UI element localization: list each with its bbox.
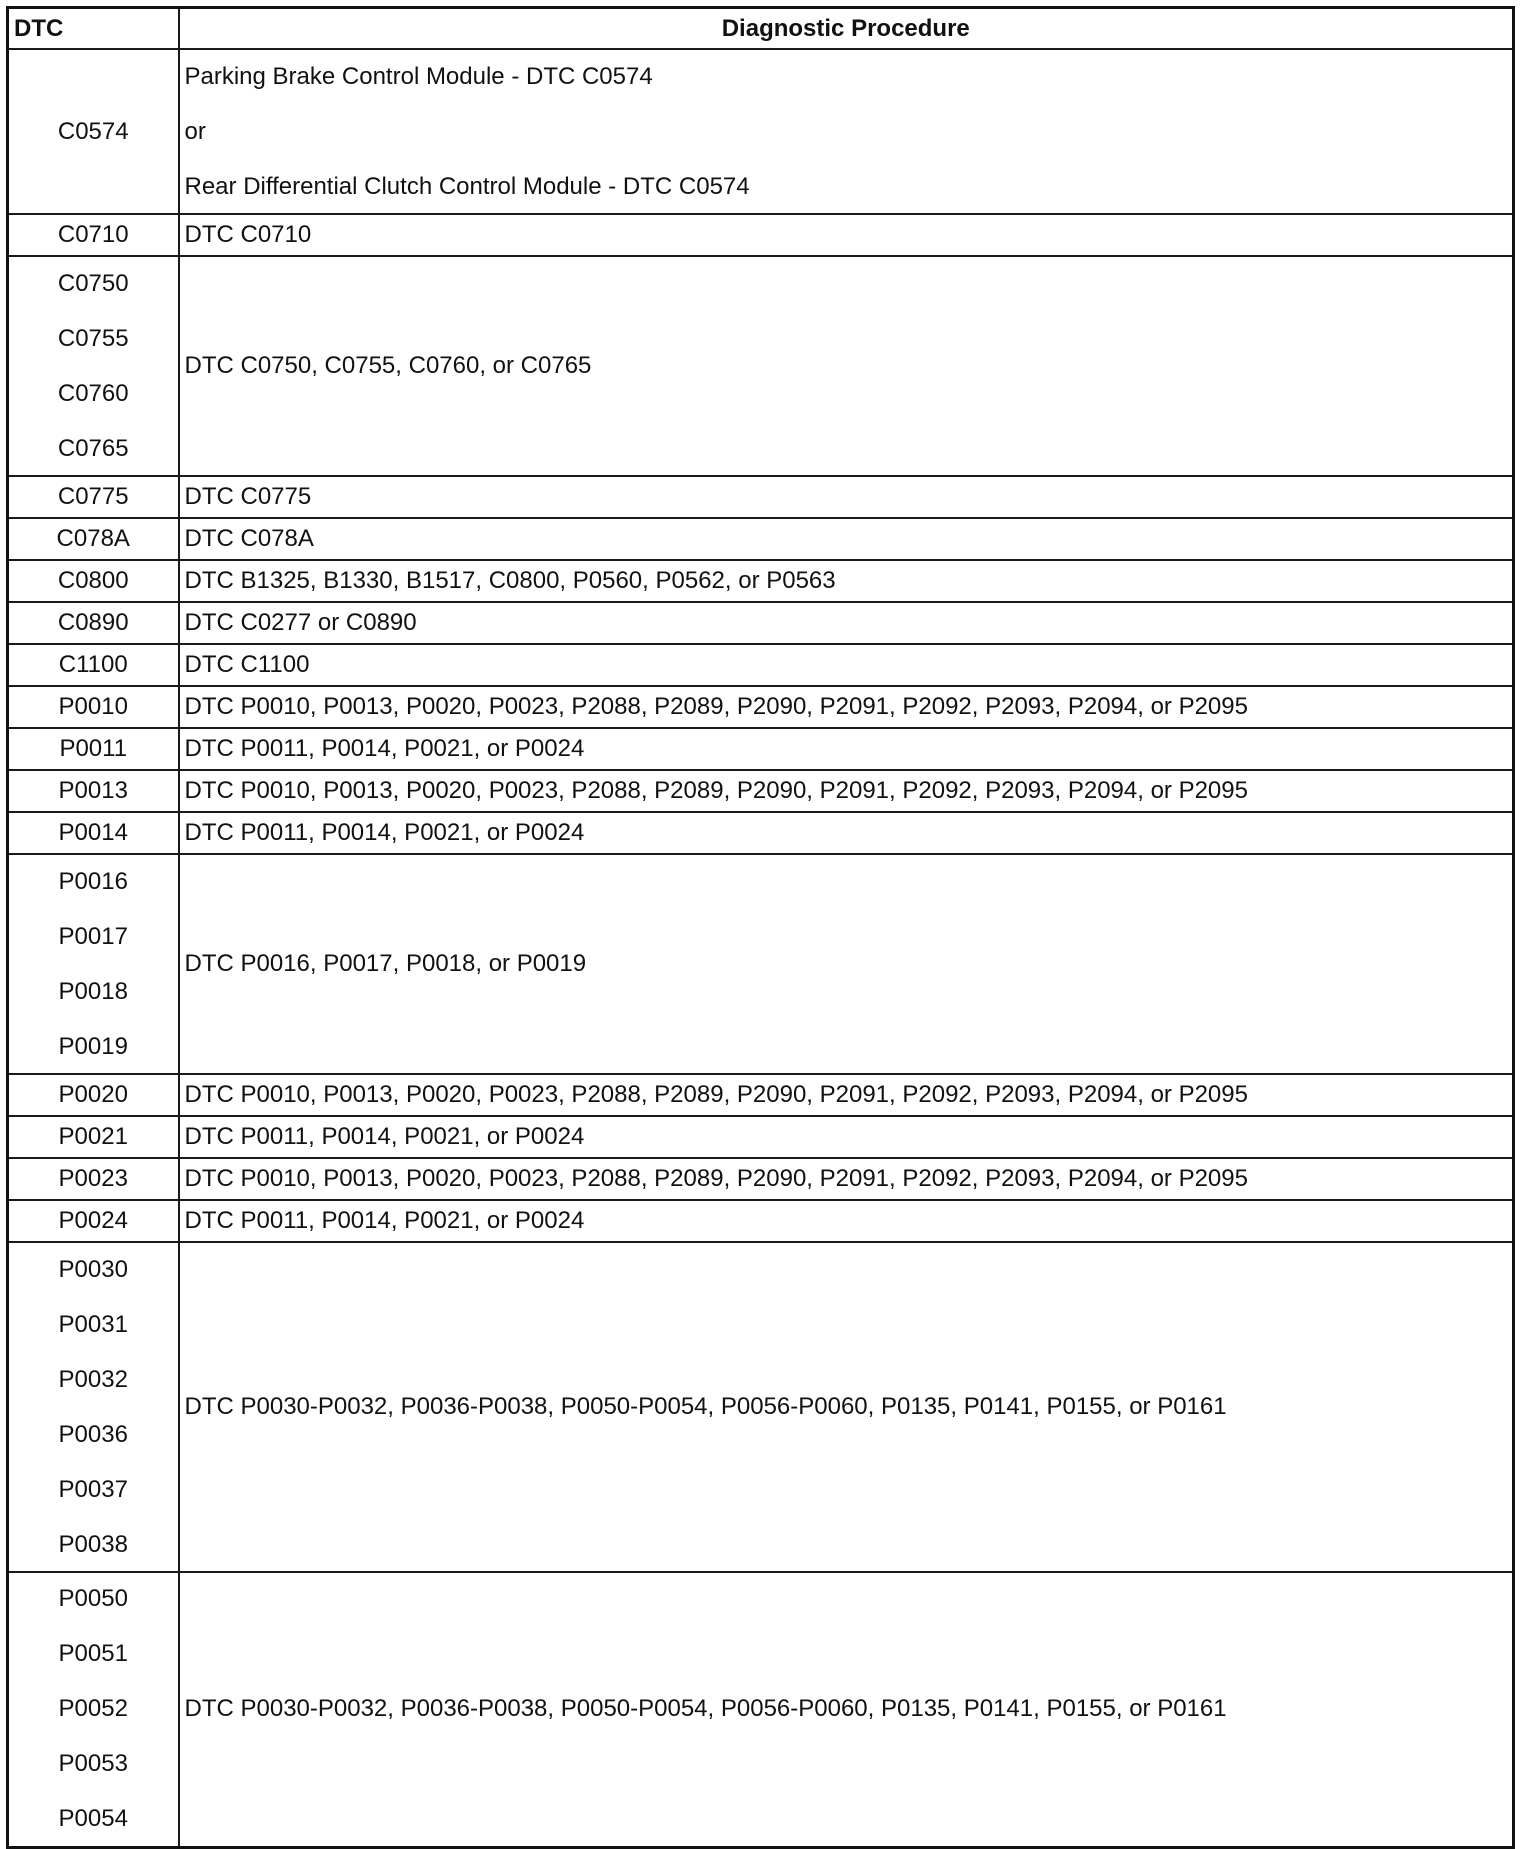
dtc-code: P0011 bbox=[59, 735, 128, 762]
dtc-code-cell bbox=[8, 1116, 179, 1158]
procedure-text: DTC P0010, P0013, P0020, P0023, P2088, P2089, P2090, P2091, P2092, P2093, P2094, or P2095 bbox=[184, 1081, 1248, 1108]
dtc-code-cell bbox=[8, 602, 179, 644]
procedure-text: DTC P0030-P0032, P0036-P0038, P0050-P0054, P0056-P0060, P0135, P0141, P0155, or P0161 bbox=[184, 1695, 1227, 1723]
table-row bbox=[8, 256, 1514, 476]
dtc-code-cell bbox=[8, 770, 179, 812]
procedure-cell bbox=[179, 728, 1514, 770]
table-header bbox=[8, 8, 1514, 50]
procedure-text: DTC P0010, P0013, P0020, P0023, P2088, P2089, P2090, P2091, P2092, P2093, P2094, or P2095 bbox=[184, 777, 1248, 804]
procedure-cell bbox=[179, 518, 1514, 560]
table-row bbox=[8, 1200, 1514, 1242]
dtc-code-cell bbox=[8, 1200, 179, 1242]
dtc-code: C0775 bbox=[57, 483, 129, 510]
dtc-code: C0760 bbox=[57, 379, 129, 407]
procedure-column-header: Diagnostic Procedure bbox=[179, 8, 1514, 50]
dtc-code-cell bbox=[8, 256, 179, 476]
table-row bbox=[8, 476, 1514, 518]
procedure-text: Parking Brake Control Module - DTC C0574 bbox=[184, 62, 653, 90]
dtc-code: P0050 bbox=[58, 1585, 128, 1613]
procedure-cell bbox=[179, 644, 1514, 686]
table-row bbox=[8, 49, 1514, 214]
procedure-cell bbox=[179, 1158, 1514, 1200]
procedure-cell bbox=[179, 1242, 1514, 1572]
procedure-text: DTC P0016, P0017, P0018, or P0019 bbox=[184, 950, 587, 977]
dtc-code-cell bbox=[8, 812, 179, 854]
dtc-code: P0032 bbox=[58, 1365, 128, 1393]
dtc-code: P0014 bbox=[58, 819, 128, 846]
dtc-code-cell bbox=[8, 686, 179, 728]
table-row bbox=[8, 728, 1514, 770]
procedure-cell bbox=[179, 476, 1514, 518]
procedure-cell bbox=[179, 1200, 1514, 1242]
dtc-code-cell bbox=[8, 728, 179, 770]
table-row bbox=[8, 1158, 1514, 1200]
dtc-code: C0755 bbox=[57, 324, 129, 352]
table-body bbox=[8, 49, 1514, 1847]
dtc-code: P0051 bbox=[58, 1640, 128, 1668]
table-row bbox=[8, 518, 1514, 560]
procedure-text: DTC C0775 bbox=[184, 483, 312, 510]
procedure-cell bbox=[179, 49, 1514, 214]
procedure-cell bbox=[179, 602, 1514, 644]
dtc-code: P0010 bbox=[58, 693, 128, 720]
procedure-text: DTC P0011, P0014, P0021, or P0024 bbox=[184, 735, 585, 762]
procedure-text: DTC P0011, P0014, P0021, or P0024 bbox=[184, 1123, 585, 1150]
header-row bbox=[8, 8, 1514, 50]
procedure-text: DTC P0010, P0013, P0020, P0023, P2088, P2089, P2090, P2091, P2092, P2093, P2094, or P2095 bbox=[184, 693, 1248, 720]
table-row bbox=[8, 1242, 1514, 1572]
table-row bbox=[8, 602, 1514, 644]
procedure-text: DTC C0277 or C0890 bbox=[184, 609, 417, 636]
procedure-text: DTC B1325, B1330, B1517, C0800, P0560, P0562, or P0563 bbox=[184, 567, 836, 594]
dtc-column-header: DTC bbox=[8, 8, 179, 50]
procedure-cell bbox=[179, 1572, 1514, 1847]
procedure-text: DTC P0030-P0032, P0036-P0038, P0050-P0054, P0056-P0060, P0135, P0141, P0155, or P0161 bbox=[184, 1393, 1227, 1420]
table-row bbox=[8, 1572, 1514, 1847]
table-row bbox=[8, 560, 1514, 602]
dtc-code-cell bbox=[8, 1572, 179, 1847]
dtc-code-cell bbox=[8, 644, 179, 686]
procedure-cell bbox=[179, 214, 1514, 256]
dtc-table bbox=[6, 6, 1515, 1849]
table-row bbox=[8, 214, 1514, 256]
table-row bbox=[8, 1074, 1514, 1116]
dtc-code: P0030 bbox=[58, 1255, 128, 1283]
dtc-code-cell bbox=[8, 1242, 179, 1572]
dtc-code: P0013 bbox=[58, 777, 128, 804]
dtc-code-cell bbox=[8, 854, 179, 1074]
table-row bbox=[8, 854, 1514, 1074]
dtc-code: C078A bbox=[56, 525, 130, 552]
dtc-code: P0016 bbox=[58, 867, 128, 895]
procedure-cell bbox=[179, 770, 1514, 812]
dtc-code-cell bbox=[8, 518, 179, 560]
procedure-cell bbox=[179, 686, 1514, 728]
dtc-code: P0021 bbox=[58, 1123, 128, 1150]
procedure-text: Rear Differential Clutch Control Module - DTC C0574 bbox=[184, 172, 750, 200]
dtc-code: P0052 bbox=[58, 1695, 128, 1723]
dtc-code: C0800 bbox=[57, 567, 129, 594]
table-row bbox=[8, 770, 1514, 812]
dtc-code: C0765 bbox=[57, 434, 129, 462]
dtc-code: P0019 bbox=[58, 1032, 128, 1060]
procedure-text: DTC C0750, C0755, C0760, or C0765 bbox=[184, 352, 592, 379]
dtc-code: P0023 bbox=[58, 1165, 128, 1192]
dtc-code: P0053 bbox=[58, 1750, 128, 1778]
dtc-code: C0710 bbox=[57, 221, 129, 248]
procedure-text: DTC C078A bbox=[184, 525, 314, 552]
dtc-code-cell bbox=[8, 560, 179, 602]
dtc-code: C0574 bbox=[57, 117, 129, 145]
table-row bbox=[8, 644, 1514, 686]
dtc-code: P0018 bbox=[58, 977, 128, 1005]
dtc-code: C1100 bbox=[58, 651, 128, 678]
procedure-text: or bbox=[184, 117, 206, 145]
dtc-code: P0054 bbox=[58, 1805, 128, 1833]
dtc-code-cell bbox=[8, 1074, 179, 1116]
procedure-cell bbox=[179, 1074, 1514, 1116]
procedure-cell bbox=[179, 854, 1514, 1074]
dtc-code: C0890 bbox=[57, 609, 129, 636]
dtc-code: P0017 bbox=[58, 922, 128, 950]
dtc-code: P0037 bbox=[58, 1475, 128, 1503]
dtc-code: P0036 bbox=[58, 1420, 128, 1448]
dtc-code: P0031 bbox=[58, 1310, 128, 1338]
dtc-code-cell bbox=[8, 214, 179, 256]
procedure-cell bbox=[179, 256, 1514, 476]
dtc-code: P0024 bbox=[58, 1207, 128, 1234]
dtc-code-cell bbox=[8, 1158, 179, 1200]
procedure-text: DTC C0710 bbox=[184, 221, 312, 248]
procedure-text: DTC P0011, P0014, P0021, or P0024 bbox=[184, 1207, 585, 1234]
table-row bbox=[8, 812, 1514, 854]
procedure-text: DTC P0011, P0014, P0021, or P0024 bbox=[184, 819, 585, 846]
procedure-cell bbox=[179, 1116, 1514, 1158]
procedure-text: DTC P0010, P0013, P0020, P0023, P2088, P2089, P2090, P2091, P2092, P2093, P2094, or P2095 bbox=[184, 1165, 1248, 1192]
dtc-code-cell bbox=[8, 49, 179, 214]
dtc-code: P0038 bbox=[58, 1530, 128, 1558]
dtc-code: C0750 bbox=[57, 269, 129, 297]
table-row bbox=[8, 1116, 1514, 1158]
dtc-code-cell bbox=[8, 476, 179, 518]
procedure-text: DTC C1100 bbox=[184, 651, 310, 678]
procedure-cell bbox=[179, 560, 1514, 602]
dtc-code: P0020 bbox=[58, 1081, 128, 1108]
table-row bbox=[8, 686, 1514, 728]
procedure-cell bbox=[179, 812, 1514, 854]
